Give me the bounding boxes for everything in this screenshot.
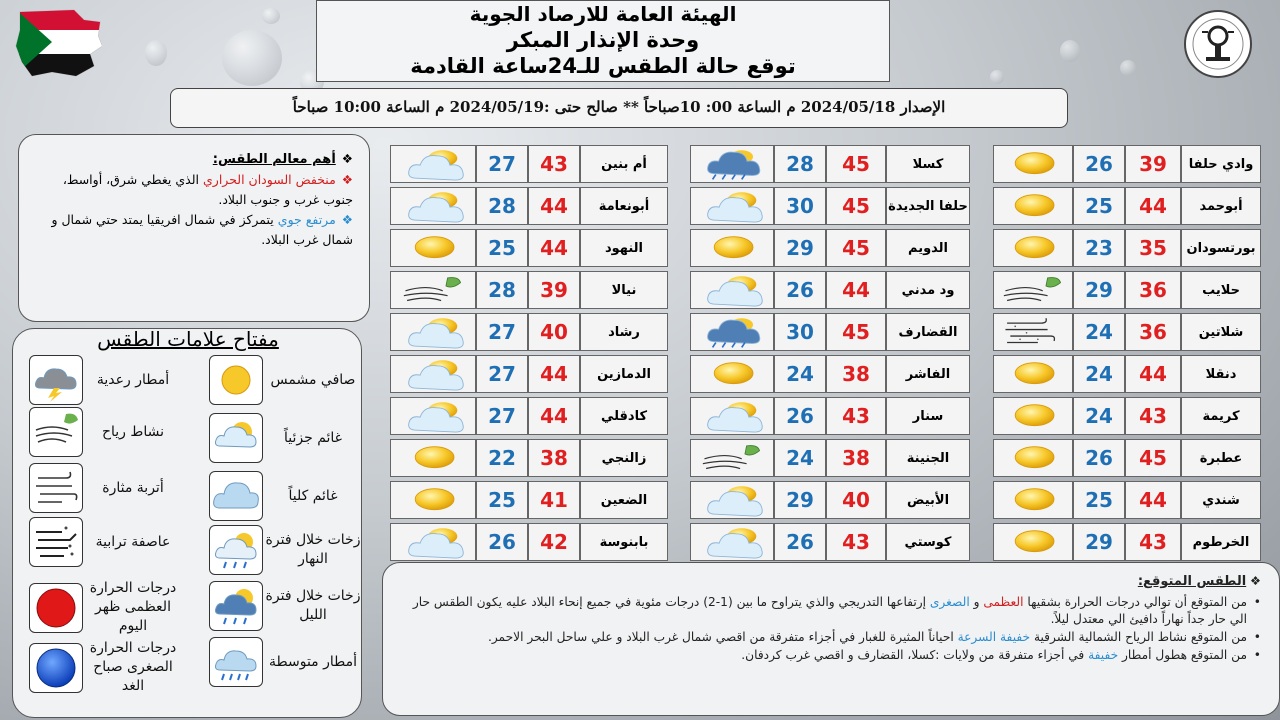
sudan-flag-icon <box>12 6 102 78</box>
max-temp: 43 <box>826 523 886 561</box>
min-temp-word: الصغرى <box>929 595 970 609</box>
diamond-bullet-icon: ❖ <box>341 172 353 187</box>
background-drop <box>222 30 282 86</box>
weather-sun-icon <box>993 397 1073 435</box>
city-name: كوستي <box>886 523 970 561</box>
weather-partly-icon <box>690 523 774 561</box>
and-word: و <box>973 595 980 609</box>
max-temp: 38 <box>826 355 886 393</box>
key-item <box>29 639 183 696</box>
meteorological-authority-logo <box>1178 8 1258 80</box>
min-temp: 25 <box>1073 481 1125 519</box>
key-item-label: أمطار متوسطة <box>268 653 358 670</box>
max-temp: 43 <box>1125 397 1181 435</box>
expected-item-rain <box>397 647 1261 664</box>
key-item-label: أتربة مثارة <box>102 479 164 496</box>
key-item <box>209 355 363 405</box>
thunderstorm-icon <box>29 355 83 405</box>
key-item-label: غائم كلياً <box>288 487 338 504</box>
low-pressure-label: منخفض السودان الحراري <box>203 172 336 187</box>
key-item <box>29 463 183 513</box>
expected-weather-box <box>382 562 1280 716</box>
max-temp: 44 <box>528 397 580 435</box>
min-temp: 28 <box>476 271 528 309</box>
key-item <box>29 579 183 636</box>
min-temp-icon <box>29 643 83 693</box>
city-name: بورتسودان <box>1181 229 1261 267</box>
max-temp: 35 <box>1125 229 1181 267</box>
key-item <box>209 413 363 463</box>
partly-cloudy-icon <box>209 413 263 463</box>
city-name: زالنجي <box>580 439 668 477</box>
expected-text: من المتوقع هطول أمطار <box>1122 648 1247 662</box>
max-temp: 44 <box>528 355 580 393</box>
min-temp: 27 <box>476 145 528 183</box>
max-temp: 44 <box>1125 187 1181 225</box>
max-temp: 38 <box>826 439 886 477</box>
max-temp-word: العظمى <box>983 595 1024 609</box>
min-temp: 24 <box>1073 397 1125 435</box>
city-name: شلاتين <box>1181 313 1261 351</box>
min-temp: 27 <box>476 355 528 393</box>
min-temp: 28 <box>774 145 826 183</box>
weather-partly-icon <box>390 523 476 561</box>
diamond-bullet-icon: ❖ <box>341 212 353 227</box>
city-name: بابنوسة <box>580 523 668 561</box>
min-temp: 26 <box>476 523 528 561</box>
city-name: الخرطوم <box>1181 523 1261 561</box>
weather-wind-icon <box>390 271 476 309</box>
expected-title: الطقس المتوقع: <box>1137 574 1247 589</box>
weather-sun-icon <box>993 481 1073 519</box>
min-temp: 24 <box>774 355 826 393</box>
city-name: عطبرة <box>1181 439 1261 477</box>
key-item <box>209 637 363 687</box>
city-name: أم بنين <box>580 145 668 183</box>
min-temp: 25 <box>1073 187 1125 225</box>
max-temp: 45 <box>826 187 886 225</box>
weather-key-box <box>12 328 362 718</box>
max-temp: 39 <box>1125 145 1181 183</box>
authority-name: الهيئة العامة للارصاد الجوية <box>469 2 737 26</box>
max-temp: 43 <box>528 145 580 183</box>
features-item-low <box>35 170 353 210</box>
min-temp: 29 <box>774 229 826 267</box>
key-item-label: أمطار رعدية <box>96 371 170 388</box>
key-item-label: عاصفة ترابية <box>95 533 171 550</box>
max-temp: 45 <box>826 313 886 351</box>
min-temp: 30 <box>774 313 826 351</box>
max-temp: 36 <box>1125 271 1181 309</box>
city-name: الأبيض <box>886 481 970 519</box>
diamond-bullet-icon: ❖ <box>1246 574 1261 588</box>
weather-partly-icon <box>690 187 774 225</box>
min-temp: 24 <box>774 439 826 477</box>
min-temp: 24 <box>1073 313 1125 351</box>
light-word: خفيفة <box>1088 648 1119 662</box>
weather-sun-icon <box>390 229 476 267</box>
key-item <box>209 581 363 631</box>
background-drop <box>990 70 1004 84</box>
city-name: القضارف <box>886 313 970 351</box>
city-name: ود مدني <box>886 271 970 309</box>
weather-partly-icon <box>390 187 476 225</box>
expected-text: احياناً المثيرة للغبار في أجزاء متفرقة من اقصي شمال غرب البلاد و علي ساحل البحر الاحمر. <box>487 630 954 644</box>
max-temp-icon <box>29 583 83 633</box>
min-temp: 22 <box>476 439 528 477</box>
weather-partly-icon <box>390 313 476 351</box>
features-title: أهم معالم الطقس: <box>212 152 336 167</box>
weather-rain-icon <box>690 313 774 351</box>
low-pressure-text: الذي يغطي شرق، أواسط، جنوب غرب و جنوب البلاد. <box>62 172 353 207</box>
weather-sun-icon <box>993 439 1073 477</box>
min-temp: 25 <box>476 481 528 519</box>
city-name: كادقلي <box>580 397 668 435</box>
city-name: الفاشر <box>886 355 970 393</box>
key-item-label: زخات خلال فترة الليل <box>265 588 361 623</box>
city-name: كسلا <box>886 145 970 183</box>
weather-dust-icon <box>993 313 1073 351</box>
max-temp: 42 <box>528 523 580 561</box>
min-temp: 26 <box>774 271 826 309</box>
min-temp: 27 <box>476 397 528 435</box>
city-name: الجنينة <box>886 439 970 477</box>
city-name: النهود <box>580 229 668 267</box>
weather-sun-icon <box>390 439 476 477</box>
key-item-label: غائم جزئياً <box>283 429 343 446</box>
dust-icon <box>29 463 83 513</box>
min-temp: 25 <box>476 229 528 267</box>
weather-partly-icon <box>390 145 476 183</box>
city-name: حلفا الجديدة <box>886 187 970 225</box>
features-title-row <box>35 149 353 170</box>
max-temp: 43 <box>1125 523 1181 561</box>
max-temp: 44 <box>1125 355 1181 393</box>
max-temp: 39 <box>528 271 580 309</box>
key-item-label: درجات الحرارة الصغرى صباح الغد <box>89 640 177 694</box>
key-item <box>29 407 183 457</box>
expected-text: في أجزاء متفرقة من ولايات :كسلا، القضارف و اقصي غرب كردفان. <box>741 648 1085 662</box>
max-temp: 44 <box>1125 481 1181 519</box>
features-item-high <box>35 210 353 250</box>
sun-icon <box>209 355 263 405</box>
light-speed-word: خفيفة السرعة <box>957 630 1031 644</box>
expected-text: من المتوقع نشاط الرياح الشمالية الشرقية <box>1033 630 1247 644</box>
min-temp: 26 <box>1073 145 1125 183</box>
min-temp: 27 <box>476 313 528 351</box>
city-name: الدمازين <box>580 355 668 393</box>
background-drop <box>262 8 280 24</box>
weather-partly-icon <box>690 397 774 435</box>
expected-item-wind <box>397 629 1261 646</box>
key-item <box>29 517 183 567</box>
max-temp: 45 <box>826 145 886 183</box>
city-name: حلايب <box>1181 271 1261 309</box>
key-item-label: نشاط رياح <box>101 423 164 440</box>
city-name: أبوحمد <box>1181 187 1261 225</box>
min-temp: 23 <box>1073 229 1125 267</box>
night-showers-icon <box>209 581 263 631</box>
max-temp: 40 <box>528 313 580 351</box>
max-temp: 44 <box>826 271 886 309</box>
background-drop <box>1120 60 1136 76</box>
weather-partly-icon <box>390 397 476 435</box>
max-temp: 45 <box>1125 439 1181 477</box>
wind-icon <box>29 407 83 457</box>
min-temp: 26 <box>774 397 826 435</box>
max-temp: 38 <box>528 439 580 477</box>
max-temp: 44 <box>528 187 580 225</box>
min-temp: 26 <box>774 523 826 561</box>
city-name: أبونعامة <box>580 187 668 225</box>
background-drop <box>145 40 167 66</box>
min-temp: 29 <box>1073 271 1125 309</box>
max-temp: 41 <box>528 481 580 519</box>
expected-list <box>397 594 1261 664</box>
background-drop <box>1060 40 1080 62</box>
weather-partly-icon <box>690 271 774 309</box>
weather-sun-icon <box>690 355 774 393</box>
min-temp: 29 <box>774 481 826 519</box>
city-name: سنار <box>886 397 970 435</box>
city-name: الدويم <box>886 229 970 267</box>
max-temp: 45 <box>826 229 886 267</box>
min-temp: 28 <box>476 187 528 225</box>
day-showers-icon <box>209 525 263 575</box>
high-pressure-label: مرتفع جوي <box>277 212 336 227</box>
weather-rain-icon <box>690 145 774 183</box>
city-name: وادي حلفا <box>1181 145 1261 183</box>
unit-name: وحدة الإنذار المبكر <box>506 28 700 52</box>
diamond-bullet-icon: ❖ <box>341 151 353 166</box>
min-temp: 26 <box>1073 439 1125 477</box>
max-temp: 43 <box>826 397 886 435</box>
city-name: شندي <box>1181 481 1261 519</box>
key-item-label: صافي مشمس <box>270 371 356 388</box>
weather-wind-icon <box>993 271 1073 309</box>
header-banner <box>316 0 890 82</box>
weather-sun-icon <box>993 187 1073 225</box>
key-title-text: مفتاح علامات الطقس <box>97 327 279 351</box>
max-temp: 36 <box>1125 313 1181 351</box>
expected-text: إرتفاعها التدريجي والذي يتراوح ما بين (1-2) درجات مئوية في جميع إنحاء البلاد عليه يكون الطقس حار الي حار جداً نهاراً دافيئ الي معتدل ليلاً. <box>412 595 1247 626</box>
dust-storm-icon <box>29 517 83 567</box>
city-name: نيالا <box>580 271 668 309</box>
expected-item-temperature <box>397 594 1261 628</box>
weather-partly-icon <box>390 355 476 393</box>
min-temp: 29 <box>1073 523 1125 561</box>
min-temp: 24 <box>1073 355 1125 393</box>
high-pressure-text: يتمركز في شمال افريقيا يمتد حتي شمال و شمال غرب البلاد. <box>51 212 353 247</box>
key-item-label: زخات خلال فترة النهار <box>265 532 361 567</box>
key-item <box>209 525 363 575</box>
key-title <box>13 327 363 351</box>
weather-sun-icon <box>993 355 1073 393</box>
key-item-label: درجات الحرارة العظمى ظهر اليوم <box>89 580 177 634</box>
expected-title-row <box>397 573 1261 590</box>
key-item <box>209 471 363 521</box>
weather-sun-icon <box>993 229 1073 267</box>
weather-wind-icon <box>690 439 774 477</box>
forecast-title: توقع حالة الطقس للـ24ساعة القادمة <box>410 54 796 78</box>
key-item <box>29 355 183 405</box>
weather-sun-icon <box>993 523 1073 561</box>
weather-sun-icon <box>993 145 1073 183</box>
weather-features-box <box>18 134 370 322</box>
weather-partly-icon <box>690 481 774 519</box>
weather-sun-icon <box>390 481 476 519</box>
expected-text: من المتوقع أن توالي درجات الحرارة بشقيها <box>1027 595 1247 609</box>
max-temp: 40 <box>826 481 886 519</box>
city-name: كريمة <box>1181 397 1261 435</box>
city-name: الضعين <box>580 481 668 519</box>
cloudy-icon <box>209 471 263 521</box>
max-temp: 44 <box>528 229 580 267</box>
issue-validity-bar: الإصدار 2024/05/18 م الساعة 00: 10صباحاً ** صالح حتى :2024/05/19 م الساعة 10:00 صباحاً <box>170 88 1068 128</box>
moderate-rain-icon <box>209 637 263 687</box>
weather-sun-icon <box>690 229 774 267</box>
city-name: دنقلا <box>1181 355 1261 393</box>
city-name: رشاد <box>580 313 668 351</box>
min-temp: 30 <box>774 187 826 225</box>
